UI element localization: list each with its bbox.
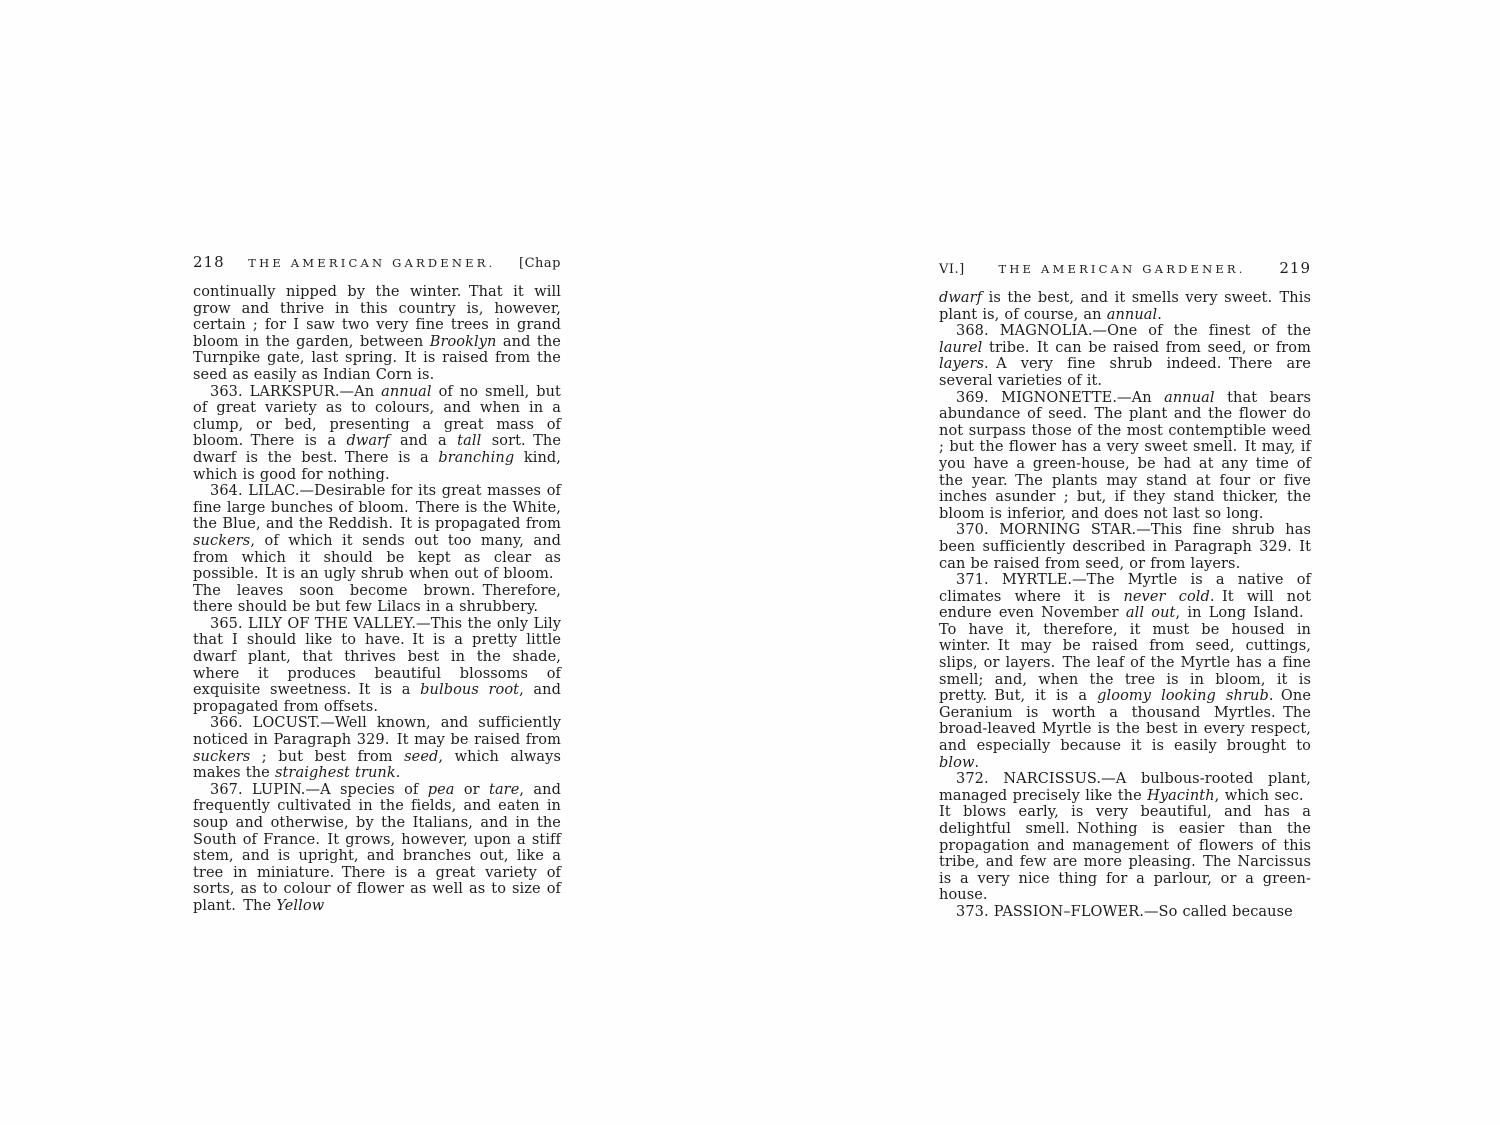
page-number-right: 219: [1279, 259, 1311, 277]
page-218: [193, 253, 561, 915]
text-run: . It will not endure even November: [939, 588, 1312, 622]
paragraph: [193, 284, 561, 384]
paragraph: [193, 483, 561, 616]
text-run: ; but best from: [250, 748, 405, 765]
running-title-left: THE AMERICAN GARDENER.: [248, 256, 496, 270]
text-run: 368. MAGNOLIA.—One of the finest of the: [956, 323, 1311, 340]
text-run: that bears abundance of seed. The plant and the flower do not surpass those of the most contemptible weed ; but the flower has a very sweet smell. It may, if you have a green-house, be had at any time of the year. The plants may stand at four or five inches asunder ; but, if they stand thicker, the bloom is inferior, and does not last so long.: [939, 389, 1311, 522]
italic-text-run: bulbous root: [420, 682, 520, 699]
italic-text-run: annual: [1106, 306, 1158, 323]
page-219-body: [939, 290, 1311, 921]
italic-text-run: pea: [427, 781, 455, 798]
paragraph: [939, 572, 1311, 771]
paragraph: [939, 290, 1311, 323]
text-run: 371. MYRTLE.—The Myrtle is a native of climates where it is: [939, 572, 1311, 605]
italic-text-run: suckers: [193, 748, 251, 765]
page-219: [939, 259, 1311, 921]
text-run: 363. LARKSPUR.—An: [210, 383, 382, 400]
italic-text-run: annual: [1164, 389, 1215, 406]
text-run: , which always makes the: [193, 748, 561, 782]
italic-text-run: laurel: [939, 339, 983, 356]
italic-text-run: never cold: [1123, 588, 1210, 605]
italic-text-run: all out: [1125, 605, 1176, 622]
text-run: .: [1157, 306, 1162, 323]
paragraph: [939, 390, 1311, 523]
italic-text-run: seed: [404, 748, 439, 765]
italic-text-run: dwarf: [939, 290, 983, 306]
text-run: 364. LILAC.—Desirable for its great masses of fine large bunches of bloom. There is the White, the Blue, and the Reddish. It is propagated from: [193, 483, 561, 533]
paragraph: [939, 323, 1311, 389]
text-run: and a: [389, 433, 458, 450]
page-219-header: [939, 259, 1311, 277]
text-run: .: [395, 765, 401, 782]
italic-text-run: suckers: [193, 532, 251, 549]
text-run: . One Geranium is worth a thousand Myrtles. The broad-leaved Myrtle is the best in every respect, and especially because it is easily brought to: [939, 688, 1312, 755]
text-run: is the best, and it smells very sweet. This plant is, of course, an: [939, 290, 1311, 323]
paragraph: [939, 771, 1311, 904]
paragraph: [193, 782, 561, 915]
chapter-marker-left: [Chap: [519, 256, 561, 271]
text-run: of no smell, but of great variety as to colours, and when in a clump, or bed, presenting a great mass of bloom. There is a: [193, 383, 561, 450]
italic-text-run: tare: [489, 781, 520, 798]
italic-text-run: branching: [438, 449, 515, 466]
text-run: 369. MIGNONETTE.—An: [956, 389, 1165, 406]
italic-text-run: annual: [381, 383, 432, 400]
text-run: and the Turnpike gate, last spring. It is raised from the seed as easily as Indian Corn is.: [193, 333, 561, 383]
paragraph: [193, 616, 561, 716]
text-run: 367. LUPIN.—A species of: [210, 781, 428, 798]
page-218-body: [193, 284, 561, 915]
text-run: , in Long Island. To have it, therefore, it must be housed in winter. It may be raised from seed, cuttings, slips, or layers. The leaf of the Myrtle has a fine smell; and, when the tree is in bloom, it is pretty. But, it is a: [939, 605, 1312, 705]
italic-text-run: dwarf: [346, 433, 390, 450]
text-run: , and frequently cultivated in the fields, and eaten in soup and otherwise, by the Italians, and in the South of France. It grows, however, upon a stiff stem, and is upright, and branches out, like a tree in miniature. There is a great variety of sorts, as to colour of flower as well as to size of plant. The: [193, 781, 561, 914]
text-run: 373. PASSION–FLOWER.—So called because: [956, 903, 1293, 920]
text-run: 372. NARCISSUS.—A bulbous-rooted plant, managed precisely like the: [939, 771, 1311, 804]
chapter-marker-right: VI.]: [939, 262, 965, 277]
text-run: or: [454, 781, 490, 798]
italic-text-run: layers: [939, 356, 985, 373]
paragraph: [193, 384, 561, 484]
text-run: 370. MORNING STAR.—This fine shrub has been sufficiently described in Paragraph 329. It can be raised from seed, or from layers.: [939, 522, 1311, 572]
italic-text-run: Brooklyn: [429, 333, 497, 350]
text-run: 365. LILY OF THE VALLEY.—This the only Lily that I should like to have. It is a pretty little dwarf plant, that thrives best in the shade, where it produces beautiful blossoms of exquisite sweetness. It is a: [193, 615, 561, 699]
text-run: tribe. It can be raised from seed, or from: [982, 339, 1311, 356]
text-run: kind, which is good for nothing.: [193, 449, 561, 483]
text-run: .: [974, 754, 980, 771]
paragraph: [193, 715, 561, 781]
text-run: 366. LOCUST.—Well known, and sufficiently noticed in Paragraph 329. It may be raised from: [193, 715, 561, 749]
italic-text-run: tall: [457, 433, 482, 450]
italic-text-run: Hyacinth: [1147, 787, 1215, 804]
running-title-right: THE AMERICAN GARDENER.: [998, 262, 1246, 276]
page-number-left: 218: [193, 253, 225, 271]
page-218-header: [193, 253, 561, 271]
text-run: . A very fine shrub indeed. There are several varieties of it.: [939, 356, 1311, 389]
text-run: , of which it sends out too many, and from which it should be kept as clear as possible. It is an ugly shrub when out of bloom. The leaves soon become brown. Therefore, there should be but few Lilacs in a shrubbery.: [193, 532, 561, 616]
text-run: , which sec. It blows early, is very beautiful, and has a delightful smell. Nothing is easier than the propagation and management of flowers of this tribe, and few are more pleasing. The Narcissus is a very nice thing for a parlour, or a green-house.: [939, 787, 1311, 904]
text-run: sort. The dwarf is the best. There is a: [193, 433, 562, 466]
paragraph: [939, 522, 1311, 572]
italic-text-run: straighest trunk: [274, 765, 396, 782]
paragraph: [939, 904, 1311, 921]
italic-text-run: gloomy looking shrub: [1097, 688, 1269, 705]
italic-text-run: Yellow: [276, 897, 325, 914]
text-run: continually nipped by the winter. That it will grow and thrive in this country is, however, certain ; for I saw two very fine trees in grand bloom in the garden, between: [193, 284, 561, 350]
text-run: , and propagated from offsets.: [193, 682, 561, 715]
italic-text-run: blow: [939, 754, 975, 771]
